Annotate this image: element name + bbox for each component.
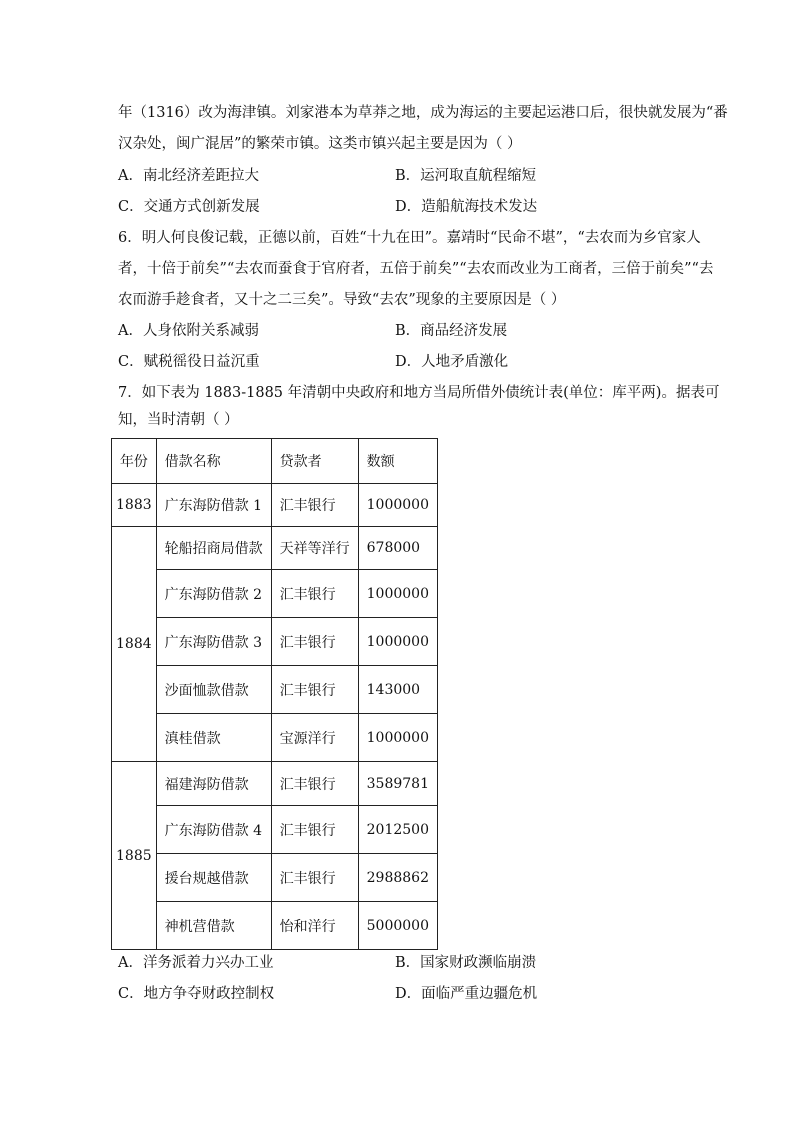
loan-name-cell: 轮船招商局借款 [156, 527, 271, 570]
loan-name-cell: 福建海防借款 [156, 762, 271, 806]
q7-option-c[interactable]: C．地方争夺财政控制权 [118, 986, 275, 1002]
amount-cell: 143000 [358, 666, 437, 714]
q7-option-a[interactable]: A．洋务派着力兴办工业 [118, 955, 274, 971]
header-amount: 数额 [358, 439, 437, 484]
q7-stem-line-2: 知，当时清朝（ ） [118, 412, 239, 428]
q5-stem-line-1: 年（1316）改为海津镇。刘家港本为草莽之地，成为海运的主要起运港口后，很快就发展为“番 [118, 105, 728, 121]
lender-cell: 汇丰银行 [271, 806, 358, 854]
table-row [112, 484, 438, 527]
table-row [112, 806, 438, 854]
amount-cell: 5000000 [358, 902, 437, 950]
lender-cell: 汇丰银行 [271, 762, 358, 806]
table-row [112, 854, 438, 902]
q6-stem-line-1: 6．明人何良俊记载，正德以前，百姓“十九在田”。嘉靖时“民命不堪”，“去农而为乡官家人 [118, 230, 701, 246]
loan-name-cell: 滇桂借款 [156, 714, 271, 762]
loan-name-cell: 广东海防借款 1 [156, 484, 271, 527]
year-cell: 1883 [112, 484, 157, 527]
q6-option-c[interactable]: C．赋税徭役日益沉重 [118, 354, 260, 370]
loan-name-cell: 广东海防借款 3 [156, 618, 271, 666]
table-row [112, 570, 438, 618]
loan-name-cell: 神机营借款 [156, 902, 271, 950]
header-loan-name: 借款名称 [156, 439, 271, 484]
lender-cell: 汇丰银行 [271, 618, 358, 666]
lender-cell: 汇丰银行 [271, 854, 358, 902]
loan-name-cell: 广东海防借款 4 [156, 806, 271, 854]
q6-stem-line-2: 者，十倍于前矣”“去农而蚕食于官府者，五倍于前矣”“去农而改业为工商者，三倍于前矣”“去 [118, 261, 714, 277]
table-row [112, 902, 438, 950]
header-lender: 贷款者 [271, 439, 358, 484]
header-year: 年份 [112, 439, 157, 484]
q6-option-d[interactable]: D．人地矛盾激化 [395, 354, 509, 370]
q7-option-d[interactable]: D．面临严重边疆危机 [395, 986, 538, 1002]
q5-option-a[interactable]: A．南北经济差距拉大 [118, 168, 259, 184]
lender-cell: 宝源洋行 [271, 714, 358, 762]
lender-cell: 汇丰银行 [271, 666, 358, 714]
amount-cell: 1000000 [358, 618, 437, 666]
year-cell: 1885 [112, 762, 157, 950]
lender-cell: 汇丰银行 [271, 570, 358, 618]
table-row [112, 527, 438, 570]
q5-option-d[interactable]: D．造船航海技术发达 [395, 199, 538, 215]
q7-option-b[interactable]: B．国家财政濒临崩溃 [395, 955, 537, 971]
amount-cell: 1000000 [358, 714, 437, 762]
foreign-loans-table [111, 438, 438, 950]
table-row [112, 714, 438, 762]
year-cell: 1884 [112, 527, 157, 762]
loan-name-cell: 沙面恤款借款 [156, 666, 271, 714]
table-row [112, 762, 438, 806]
q5-option-b[interactable]: B．运河取直航程缩短 [395, 168, 537, 184]
amount-cell: 1000000 [358, 570, 437, 618]
q5-stem-line-2: 汉杂处，闽广混居”的繁荣市镇。这类市镇兴起主要是因为（ ） [118, 136, 522, 152]
q6-option-b[interactable]: B．商品经济发展 [395, 323, 508, 339]
amount-cell: 2012500 [358, 806, 437, 854]
loan-name-cell: 援台规越借款 [156, 854, 271, 902]
loan-name-cell: 广东海防借款 2 [156, 570, 271, 618]
amount-cell: 678000 [358, 527, 437, 570]
amount-cell: 1000000 [358, 484, 437, 527]
lender-cell: 天祥等洋行 [271, 527, 358, 570]
q7-stem-line-1: 7．如下表为 1883-1885 年清朝中央政府和地方当局所借外债统计表(单位：库平两)。据表可 [118, 385, 720, 401]
amount-cell: 2988862 [358, 854, 437, 902]
table-header-row [112, 439, 438, 484]
lender-cell: 怡和洋行 [271, 902, 358, 950]
q6-stem-line-3: 农而游手趁食者，又十之二三矣”。导致“去农”现象的主要原因是（ ） [118, 292, 566, 308]
table-row [112, 618, 438, 666]
q6-option-a[interactable]: A．人身依附关系减弱 [118, 323, 259, 339]
q5-option-c[interactable]: C．交通方式创新发展 [118, 199, 260, 215]
table-row [112, 666, 438, 714]
lender-cell: 汇丰银行 [271, 484, 358, 527]
amount-cell: 3589781 [358, 762, 437, 806]
